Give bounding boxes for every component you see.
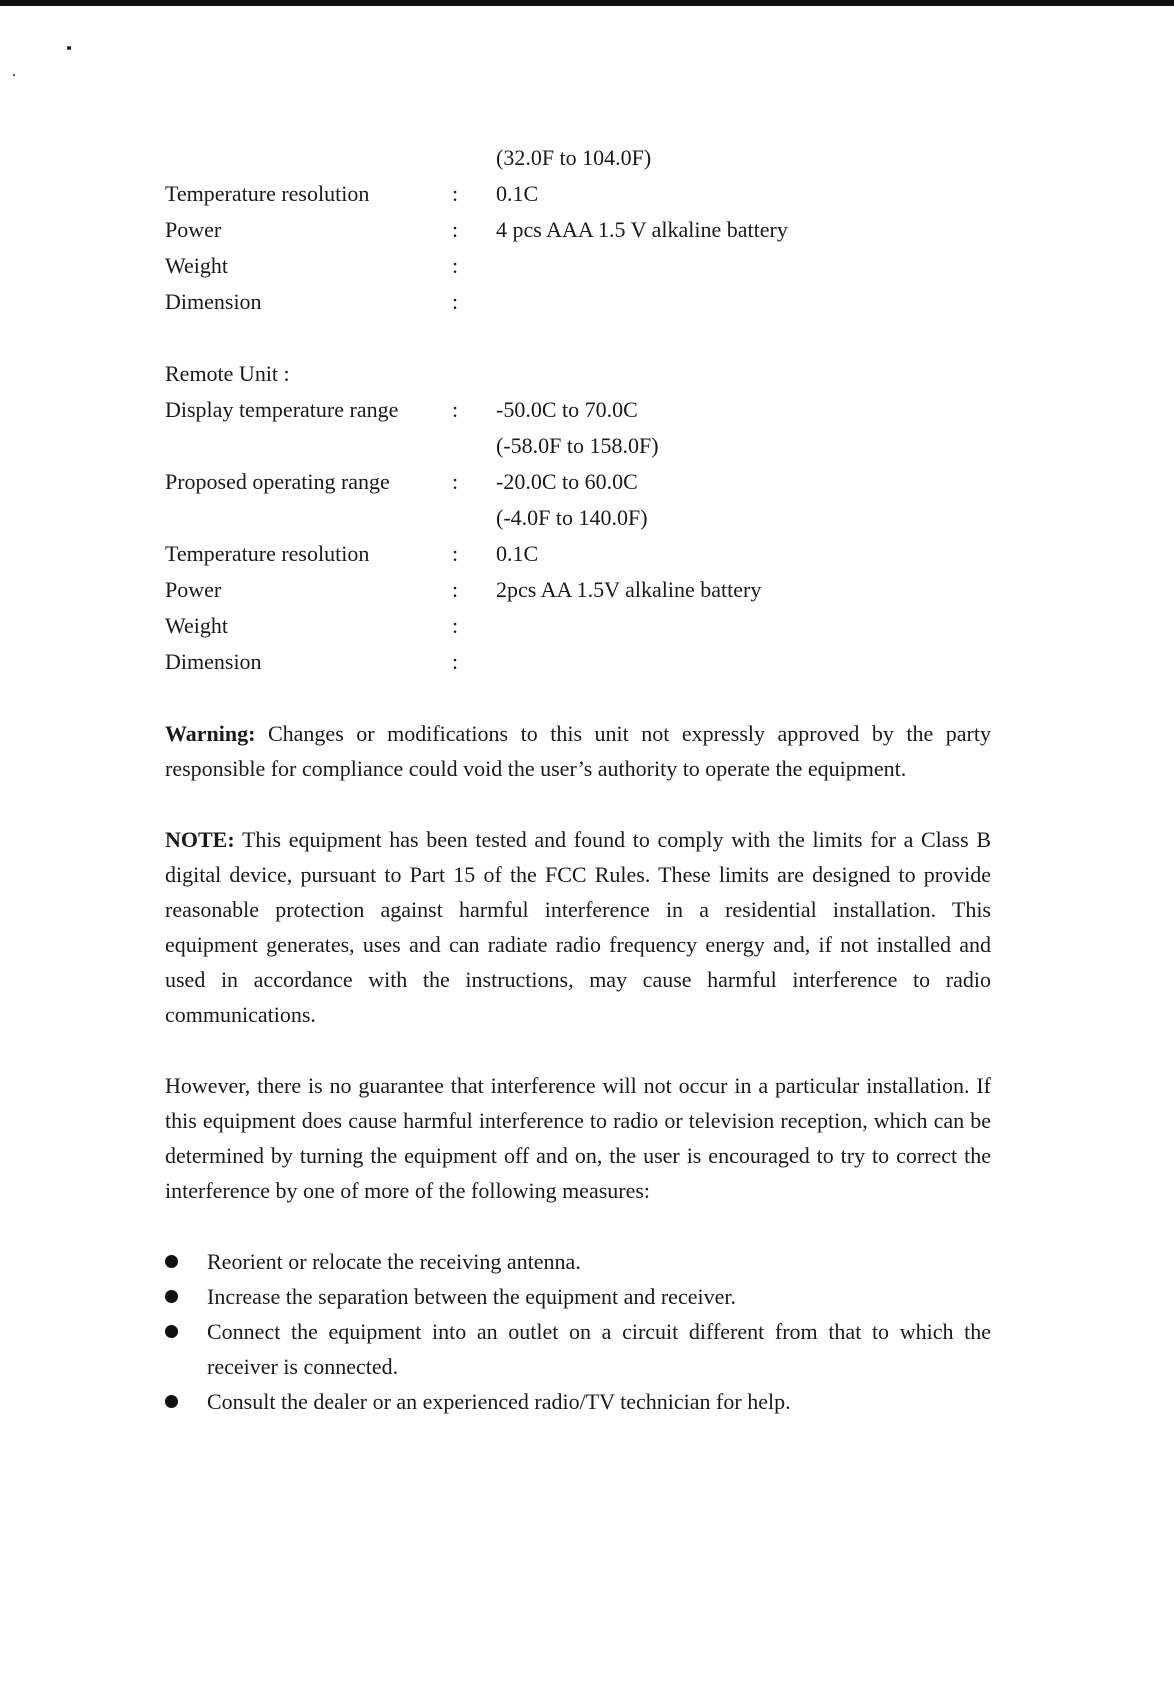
spec-colon: : bbox=[452, 253, 459, 278]
spec-continuation-row bbox=[165, 500, 991, 536]
remote-unit-title: Remote Unit : bbox=[165, 361, 290, 386]
list-item: Increase the separation between the equipment and receiver. bbox=[165, 1279, 991, 1314]
list-item: Reorient or relocate the receiving antenna. bbox=[165, 1244, 991, 1279]
spec-value: 0.1C bbox=[496, 181, 539, 206]
spec-colon: : bbox=[452, 469, 459, 494]
spec-label: Dimension bbox=[165, 649, 262, 674]
spec-label: Power bbox=[165, 577, 222, 602]
spec-value: -50.0C to 70.0C bbox=[496, 397, 638, 422]
spec-continuation-row bbox=[165, 428, 991, 464]
list-item: Connect the equipment into an outlet on a circuit different from that to which the receiver is connected. bbox=[165, 1314, 991, 1384]
spec-value: 2pcs AA 1.5V alkaline battery bbox=[496, 577, 762, 602]
spec-row bbox=[165, 248, 991, 284]
spec-row bbox=[165, 572, 991, 608]
spec-label: Temperature resolution bbox=[165, 181, 370, 206]
measures-list bbox=[165, 1244, 991, 1419]
spec-colon: : bbox=[452, 217, 459, 242]
spec-label: Weight bbox=[165, 613, 228, 638]
spec-value: 4 pcs AAA 1.5 V alkaline battery bbox=[496, 217, 788, 242]
top-rule bbox=[0, 0, 1174, 6]
spec-value: (-58.0F to 158.0F) bbox=[496, 433, 659, 458]
scan-speck bbox=[13, 74, 15, 76]
spec-label: Weight bbox=[165, 253, 228, 278]
bullet-icon bbox=[165, 1255, 178, 1268]
spec-row bbox=[165, 536, 991, 572]
spec-label: Dimension bbox=[165, 289, 262, 314]
spec-row bbox=[165, 212, 991, 248]
note-paragraph bbox=[165, 822, 991, 1032]
spec-colon: : bbox=[452, 613, 459, 638]
spec-colon: : bbox=[452, 397, 459, 422]
spec-colon: : bbox=[452, 649, 459, 674]
warning-paragraph bbox=[165, 716, 991, 786]
document-page bbox=[165, 140, 991, 1419]
scan-speck bbox=[67, 46, 71, 50]
however-paragraph: However, there is no guarantee that interference will not occur in a particular installation. If this equipment does cause harmful interference to radio or television reception, which can be determined by turning the equipment off and on, the user is encouraged to try to correct the interference by one of more of the following measures: bbox=[165, 1073, 991, 1203]
warning-lead: Warning: bbox=[165, 721, 256, 746]
spec-value bbox=[496, 284, 991, 320]
spec-value: 0.1C bbox=[496, 541, 539, 566]
spec-value: (-4.0F to 140.0F) bbox=[496, 505, 648, 530]
spec-value: (32.0F to 104.0F) bbox=[496, 145, 652, 170]
spec-colon: : bbox=[452, 181, 459, 206]
spec-colon: : bbox=[452, 577, 459, 602]
spec-value: -20.0C to 60.0C bbox=[496, 469, 638, 494]
spec-label: Display temperature range bbox=[165, 397, 399, 422]
spec-continuation-row bbox=[165, 140, 991, 176]
spec-row bbox=[165, 392, 991, 428]
spec-colon: : bbox=[452, 289, 459, 314]
spec-row bbox=[165, 176, 991, 212]
spec-row bbox=[165, 608, 991, 644]
bullet-icon bbox=[165, 1325, 178, 1338]
spec-label: Temperature resolution bbox=[165, 541, 370, 566]
spec-row bbox=[165, 644, 991, 680]
note-text: This equipment has been tested and found to comply with the limits for a Class B digital device, pursuant to Part 15 of the FCC Rules. These limits are designed to provide reasonable protection against harmful interference in a residential installation. This equipment generates, uses and can radiate radio frequency energy and, if not installed and used in accordance with the instructions, may cause harmful interference to radio communications. bbox=[165, 827, 991, 1027]
spec-value bbox=[496, 248, 991, 284]
note-lead: NOTE: bbox=[165, 827, 235, 852]
spec-colon: : bbox=[452, 541, 459, 566]
list-item: Consult the dealer or an experienced radio/TV technician for help. bbox=[165, 1384, 991, 1419]
spec-row bbox=[165, 284, 991, 320]
spec-row bbox=[165, 464, 991, 500]
warning-text: Changes or modifications to this unit not expressly approved by the party responsible for compliance could void the user’s authority to operate the equipment. bbox=[165, 721, 991, 781]
spec-value bbox=[496, 644, 991, 680]
spec-label: Proposed operating range bbox=[165, 469, 390, 494]
bullet-icon bbox=[165, 1395, 178, 1408]
bullet-icon bbox=[165, 1290, 178, 1303]
spec-value bbox=[496, 608, 991, 644]
spec-label: Power bbox=[165, 217, 222, 242]
